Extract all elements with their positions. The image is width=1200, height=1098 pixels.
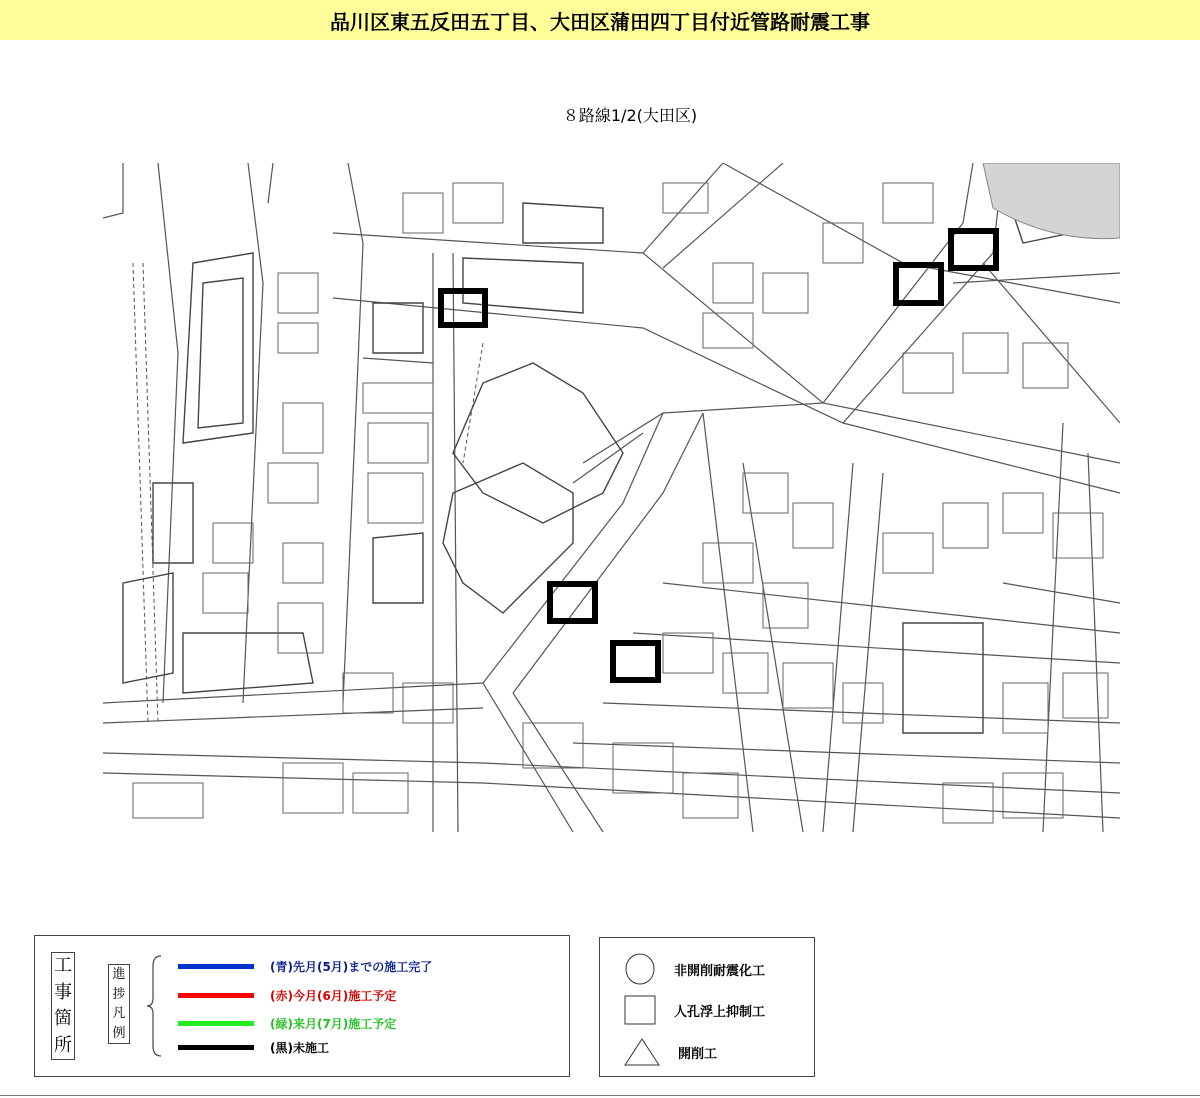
legend-item-label: (赤)今月(6月)施工予定 <box>270 988 397 1003</box>
progress-legend-label <box>108 964 130 1044</box>
legend-item-label: (緑)来月(7月)施工予定 <box>270 1016 397 1031</box>
triangle-icon <box>624 1038 660 1066</box>
method-item-square <box>624 995 765 1025</box>
square-icon <box>624 995 656 1025</box>
legend-item-label: (青)先月(5月)までの施工完了 <box>270 959 433 974</box>
method-item-label: 開削工 <box>678 1046 718 1062</box>
construction-marker[interactable] <box>893 262 944 306</box>
label-char: 所 <box>54 1034 72 1056</box>
map-area <box>103 163 1120 832</box>
method-item-circle <box>624 953 765 985</box>
construction-marker[interactable] <box>610 640 661 683</box>
method-legend <box>599 937 815 1077</box>
legend-line <box>178 993 254 998</box>
legend-line <box>178 964 254 969</box>
construction-marker[interactable] <box>438 288 488 328</box>
legend-item-blue <box>178 958 432 974</box>
method-item-label: 人孔浮上抑制工 <box>674 1004 766 1020</box>
brace-icon <box>145 954 165 1058</box>
label-char: 事 <box>54 981 72 1003</box>
legend-item-green <box>178 1015 396 1031</box>
legend-item-black <box>178 1039 329 1055</box>
legend-line <box>178 1045 254 1050</box>
label-char: 凡 <box>112 1006 126 1022</box>
method-item-label: 非開削耐震化工 <box>674 963 766 979</box>
label-char: 箇 <box>54 1008 72 1030</box>
progress-legend <box>34 935 570 1077</box>
map-subtitle: ８路線1/2(大田区) <box>562 106 698 125</box>
construction-location-label <box>51 952 75 1060</box>
label-char: 捗 <box>112 986 126 1002</box>
construction-marker[interactable] <box>547 581 598 624</box>
bottom-rule <box>0 1095 1200 1096</box>
method-item-triangle <box>624 1038 717 1066</box>
label-char: 進 <box>112 967 126 983</box>
circle-icon <box>624 953 656 985</box>
label-char: 工 <box>54 955 72 977</box>
legend-item-red <box>178 987 396 1003</box>
legend-item-label: (黒)未施工 <box>270 1040 329 1055</box>
construction-marker[interactable] <box>948 228 999 271</box>
legend-line <box>178 1021 254 1026</box>
label-char: 例 <box>112 1025 126 1041</box>
page-title: 品川区東五反田五丁目、大田区蒲田四丁目付近管路耐震工事 <box>0 0 1200 40</box>
